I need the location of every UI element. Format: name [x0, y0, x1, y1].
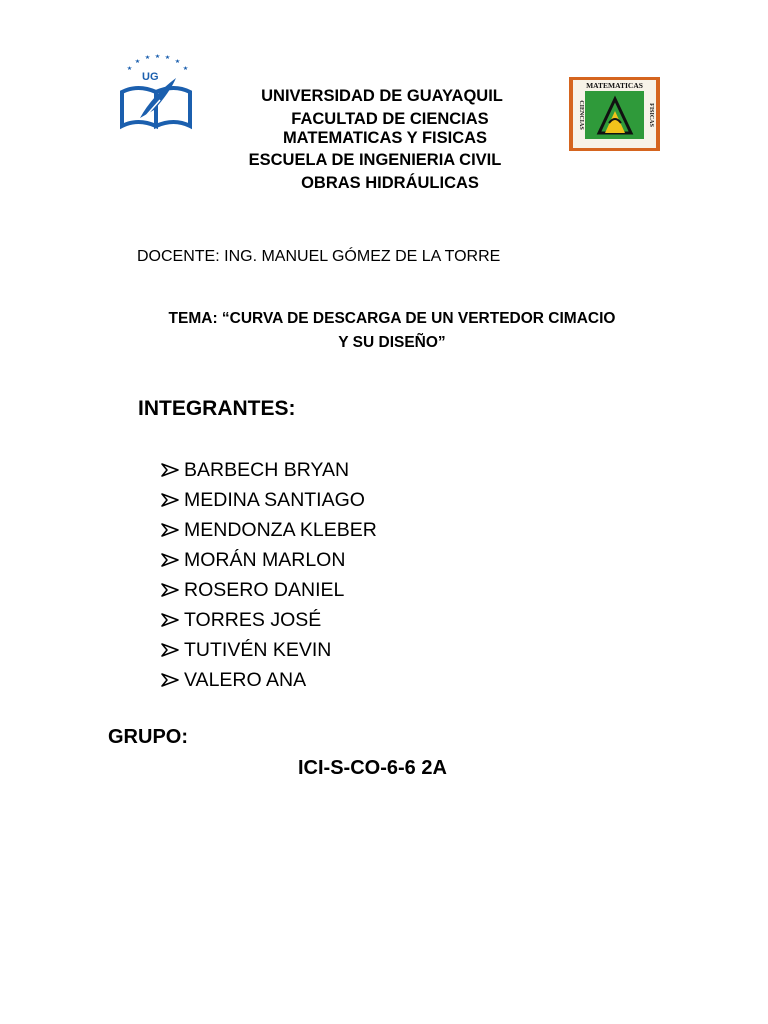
faculty-logo	[569, 77, 660, 151]
list-item	[160, 485, 377, 515]
school-name: ESCUELA DE INGENIERIA CIVIL	[248, 151, 502, 169]
faculty-logo-top-text: MATEMATICAS	[586, 81, 643, 90]
list-item	[160, 455, 377, 485]
group-code: ICI-S-CO-6-6 2A	[298, 757, 447, 779]
list-item	[160, 515, 377, 545]
svg-text:UG: UG	[142, 71, 159, 83]
list-item	[160, 665, 377, 695]
member-name: MENDONZA KLEBER	[184, 519, 377, 541]
faculty-line-2: MATEMATICAS Y FISICAS	[282, 129, 488, 147]
topic-line-2: Y SU DISEÑO”	[338, 334, 446, 351]
faculty-line-1: FACULTAD DE CIENCIAS	[291, 110, 489, 128]
arrow-bullet-icon	[160, 552, 180, 568]
member-name: MEDINA SANTIAGO	[184, 489, 365, 511]
list-item	[160, 545, 377, 575]
list-item	[160, 605, 377, 635]
member-name: MORÁN MARLON	[184, 549, 346, 571]
member-name: VALERO ANA	[184, 669, 307, 691]
faculty-logo-left-text: CIENCIAS	[578, 100, 584, 130]
subject-name: OBRAS HIDRÁULICAS	[301, 174, 479, 192]
group-heading: GRUPO:	[108, 726, 188, 748]
member-name: TORRES JOSÉ	[184, 609, 322, 631]
member-name: TUTIVÉN KEVIN	[184, 639, 332, 661]
arrow-bullet-icon	[160, 492, 180, 508]
member-name: ROSERO DANIEL	[184, 579, 345, 601]
topic-line-1: TEMA: “CURVA DE DESCARGA DE UN VERTEDOR CIMACIO	[168, 310, 616, 327]
list-item	[160, 635, 377, 665]
arrow-bullet-icon	[160, 462, 180, 478]
arrow-bullet-icon	[160, 582, 180, 598]
list-item	[160, 575, 377, 605]
member-name: BARBECH BRYAN	[184, 459, 350, 481]
university-logo	[118, 52, 194, 130]
arrow-bullet-icon	[160, 522, 180, 538]
teacher-line: DOCENTE: ING. MANUEL GÓMEZ DE LA TORRE	[137, 248, 501, 265]
faculty-logo-right-text: FISICAS	[648, 103, 654, 127]
members-heading: INTEGRANTES:	[138, 397, 296, 420]
members-list	[160, 455, 377, 695]
arrow-bullet-icon	[160, 612, 180, 628]
university-name: UNIVERSIDAD DE GUAYAQUIL	[261, 87, 503, 105]
arrow-bullet-icon	[160, 642, 180, 658]
arrow-bullet-icon	[160, 672, 180, 688]
